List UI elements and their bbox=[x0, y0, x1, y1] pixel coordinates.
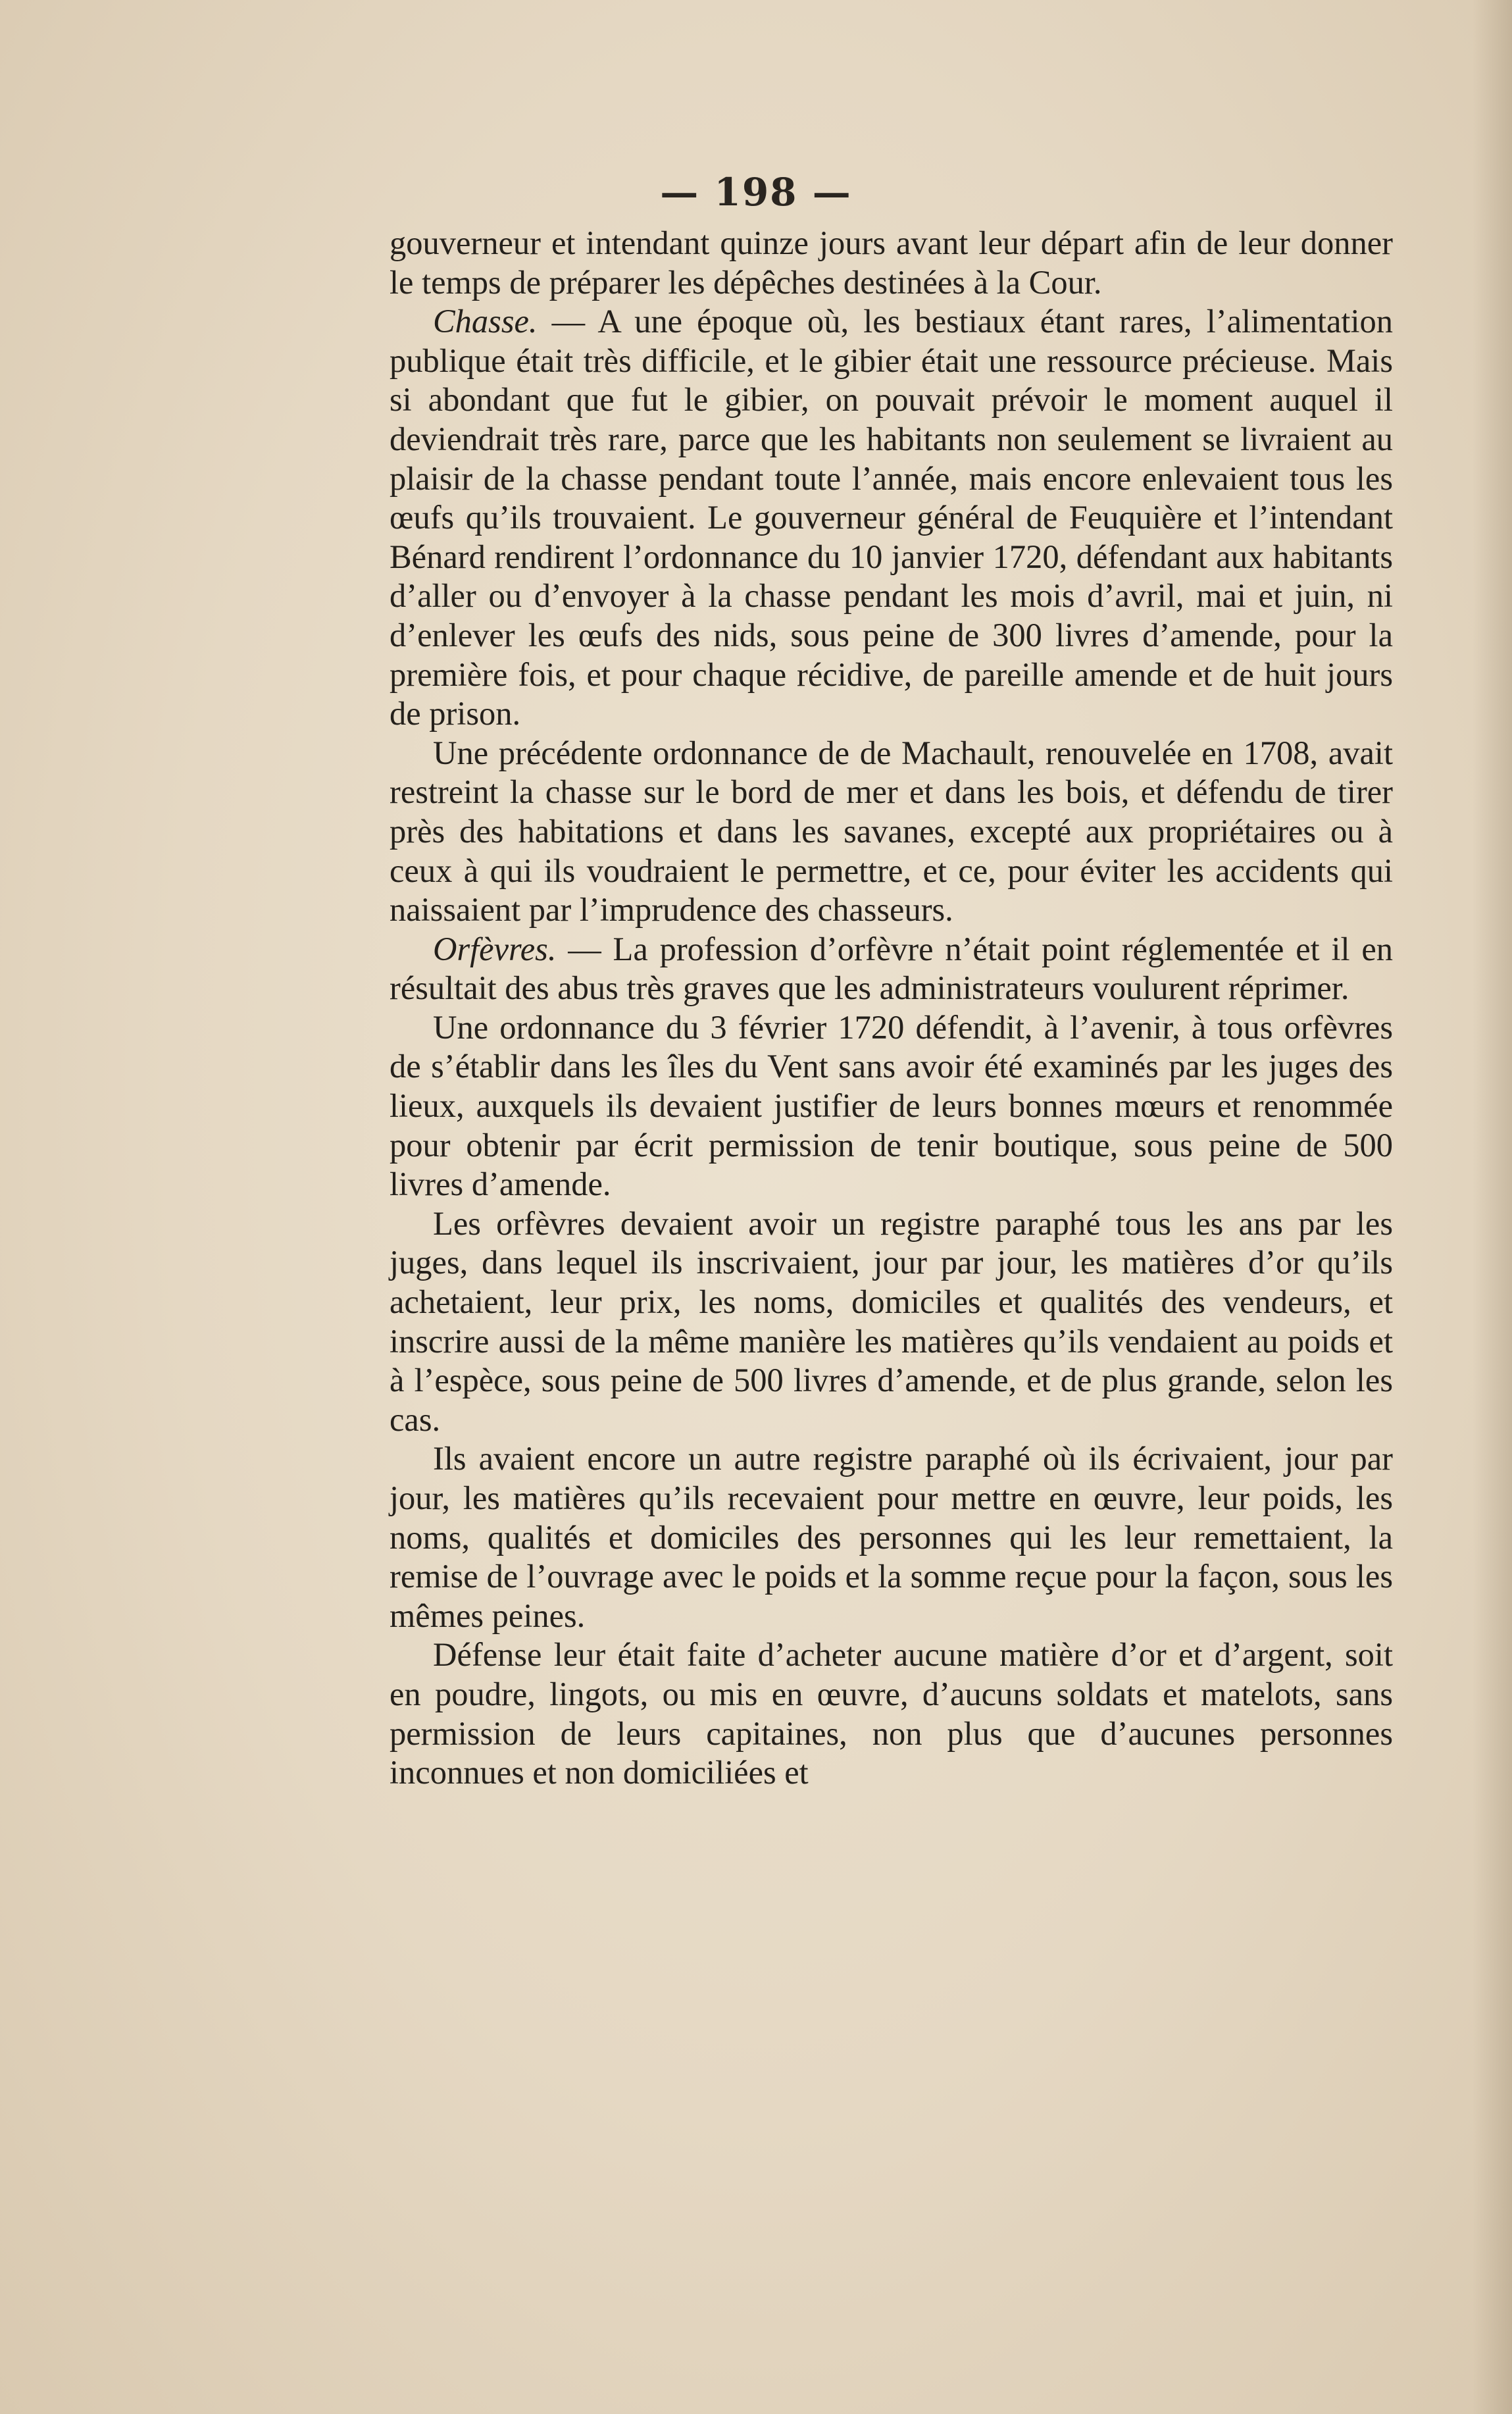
paragraph-text: Une précédente ordonnance de de Machault, renouvelée en 1708, avait restreint la chasse sur le bord de mer et dans les bois, et défendu de tirer près des habitations et dans les savanes, excepté aux propriétaires ou à ceux à qui ils voudraient le permettre, et ce, pour éviter les accidents qui naissaient par l’imprudence des chasseurs. bbox=[390, 734, 1393, 929]
section-heading-chasse: Chasse. bbox=[433, 303, 538, 340]
paragraph-text: Une ordonnance du 3 février 1720 défendit, à l’avenir, à tous orfèvres de s’établir dans les îles du Vent sans avoir été examinés par les juges des lieux, auxquels ils devaient justifier de leurs bonnes mœurs et renommée pour obtenir par écrit permission de tenir boutique, sous peine de 500 livres d’amende. bbox=[390, 1008, 1393, 1203]
paragraph-text: gouverneur et intendant quinze jours avant leur départ afin de leur donner le temps de préparer les dépêches destinées à la Cour. bbox=[390, 224, 1393, 301]
paragraph-text: Ils avaient encore un autre registre paraphé où ils écrivaient, jour par jour, les matières qu’ils recevaient pour mettre en œuvre, leur poids, les noms, qualités et domiciles des personnes qui les leur remettaient, la remise de l’ouvrage avec le poids et la somme reçue pour la façon, sous les mêmes peines. bbox=[390, 1440, 1393, 1634]
page-number: — 198 — bbox=[660, 170, 852, 215]
page-edge-shadow bbox=[1473, 0, 1512, 2414]
paragraph bbox=[390, 1439, 1393, 1635]
paragraph-text: — A une époque où, les bestiaux étant rares, l’alimentation publique était très difficile, et le gibier était une ressource précieuse. Mais si abondant que fut le gibier, on pouvait prévoir le moment auquel il deviendrait très rare, parce que les habitants non seulement se livraient au plaisir de la chasse pendant toute l’année, mais encore enlevaient tous les œufs qu’ils trouvaient. Le gouverneur général de Feuquière et l’intendant Bénard rendirent l’ordonnance du 10 janvier 1720, défendant aux habitants d’aller ou d’envoyer à la chasse pendant les mois d’avril, mai et juin, ni d’enlever les œufs des nids, sous peine de 300 livres d’amende, pour la première fois, et pour chaque récidive, de pareille amende et de huit jours de prison. bbox=[390, 303, 1393, 732]
paragraph bbox=[390, 1635, 1393, 1792]
paragraph bbox=[390, 734, 1393, 930]
paragraph-text: Les orfèvres devaient avoir un registre paraphé tous les ans par les juges, dans lequel ils inscrivaient, jour par jour, les matières d’or qu’ils achetaient, leur prix, les noms, domiciles et qualités des vendeurs, et inscrire aussi de la même manière les matières qu’ils vendaient au poids et à l’espèce, sous peine de 500 livres d’amende, et de plus grande, selon les cas. bbox=[390, 1204, 1393, 1438]
body-text bbox=[390, 224, 1393, 1793]
section-heading-orfevres: Orfèvres. bbox=[433, 930, 557, 967]
paragraph-text: — La profession d’orfèvre n’était point réglementée et il en résultait des abus très graves que les administrateurs voulurent réprimer. bbox=[390, 930, 1393, 1007]
paragraph-text: Défense leur était faite d’acheter aucune matière d’or et d’argent, soit en poudre, lingots, ou mis en œuvre, d’aucuns soldats et matelots, sans permission de leurs capitaines, non plus que d’aucunes personnes inconnues et non domiciliées et bbox=[390, 1636, 1393, 1791]
paragraph bbox=[390, 1204, 1393, 1440]
paragraph-orfevres bbox=[390, 930, 1393, 1008]
paragraph bbox=[390, 1008, 1393, 1204]
paragraph-chasse bbox=[390, 302, 1393, 734]
paragraph-continuation bbox=[390, 224, 1393, 302]
